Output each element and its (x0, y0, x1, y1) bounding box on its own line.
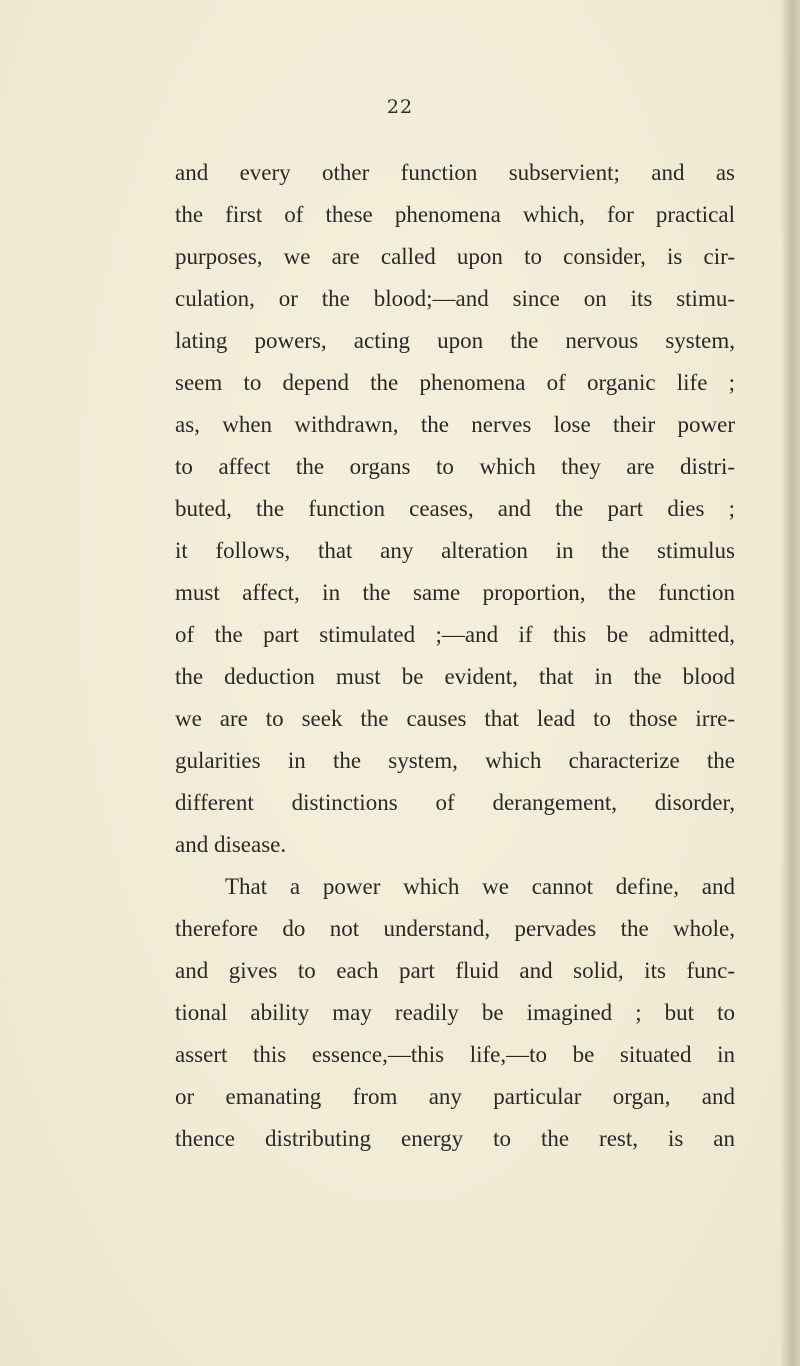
text-line: buted, the function ceases, and the part dies ; (175, 496, 735, 521)
text-line: purposes, we are called upon to consider, is cir- (175, 244, 735, 269)
text-line: the deduction must be evident, that in the blood (175, 664, 735, 689)
page-number: 22 (386, 96, 414, 118)
text-line: gularities in the system, which characterize the (175, 748, 735, 773)
text-line: it follows, that any alteration in the stimulus (175, 538, 735, 563)
text-line: to affect the organs to which they are distri- (175, 454, 735, 479)
text-line: the first of these phenomena which, for practical (175, 202, 735, 227)
text-line: and disease. (175, 832, 287, 857)
text-line: seem to depend the phenomena of organic life ; (175, 370, 735, 395)
text-line: different distinctions of derangement, disorder, (175, 790, 735, 815)
text-line: tional ability may readily be imagined ; but to (175, 1000, 735, 1025)
text-line: lating powers, acting upon the nervous system, (175, 328, 735, 353)
body-text (175, 152, 735, 1160)
text-line: therefore do not understand, pervades the whole, (175, 916, 735, 941)
text-line: or emanating from any particular organ, and (175, 1084, 735, 1109)
text-line: and every other function subservient; and as (175, 160, 735, 185)
text-line: culation, or the blood;—and since on its stimu- (175, 286, 735, 311)
paragraph-start-line: That a power which we cannot define, and (225, 874, 735, 899)
text-line: as, when withdrawn, the nerves lose their power (175, 412, 735, 437)
text-line: assert this essence,—this life,—to be situated in (175, 1042, 735, 1067)
text-line: thence distributing energy to the rest, is an (175, 1126, 735, 1151)
text-line: we are to seek the causes that lead to those irre- (175, 706, 735, 731)
text-line: must affect, in the same proportion, the function (175, 580, 735, 605)
text-line: of the part stimulated ;—and if this be admitted, (175, 622, 735, 647)
text-line: and gives to each part fluid and solid, its func- (175, 958, 735, 983)
